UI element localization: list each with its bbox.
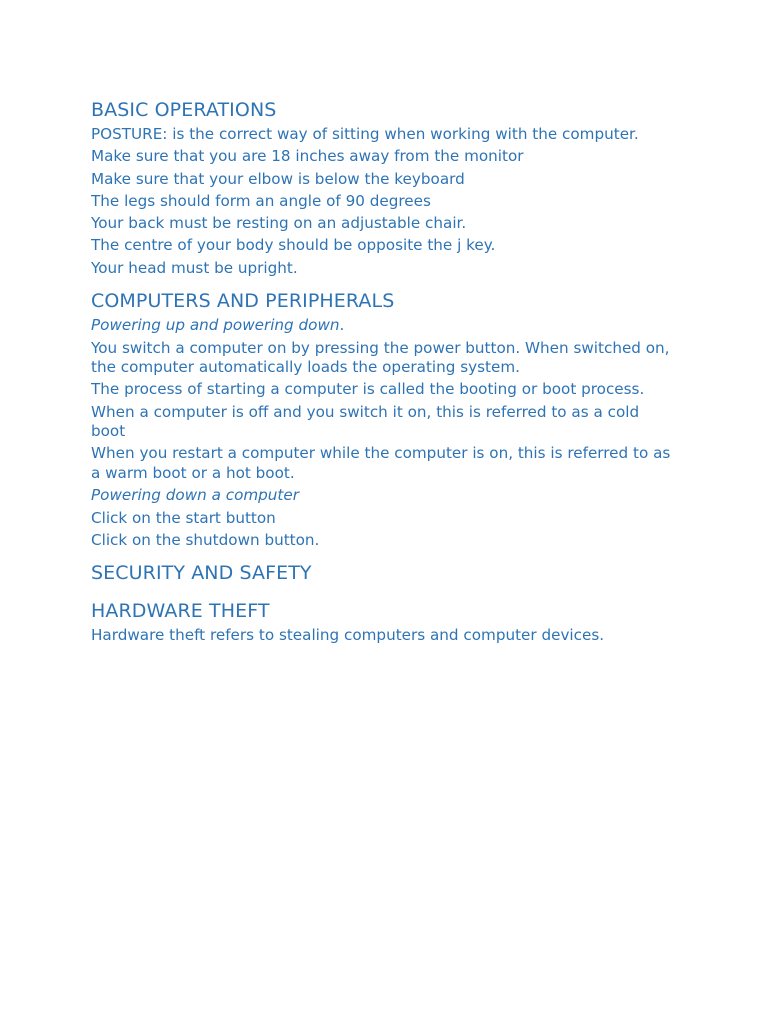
paragraph-cold-boot: When a computer is off and you switch it on, this is referred to as a cold boot — [91, 402, 640, 441]
heading-security-and-safety: SECURITY AND SAFETY — [91, 562, 312, 585]
paragraph-back: Your back must be resting on an adjustable chair. — [91, 214, 467, 233]
subheading-powering-down: Powering down a computer — [91, 486, 299, 505]
subheading-powering-up — [91, 316, 671, 336]
step-start-button: Click on the start button — [91, 508, 276, 527]
heading-basic-operations: BASIC OPERATIONS — [91, 99, 277, 121]
heading-computers-and-peripherals: COMPUTERS AND PERIPHERALS — [91, 290, 395, 313]
subheading-powering-up-suffix: . — [339, 316, 345, 335]
paragraph-elbow: Make sure that your elbow is below the keyboard — [91, 169, 465, 188]
paragraph-hardware-theft: Hardware theft refers to stealing computers and computer devices. — [91, 626, 605, 645]
paragraph-posture: POSTURE: is the correct way of sitting when working with the computer. — [91, 125, 639, 143]
heading-hardware-theft: HARDWARE THEFT — [91, 600, 270, 623]
paragraph-head: Your head must be upright. — [91, 258, 298, 277]
paragraph-centre: The centre of your body should be opposite the j key. — [91, 236, 496, 255]
step-shutdown-button: Click on the shutdown button. — [91, 530, 320, 549]
paragraph-booting: The process of starting a computer is called the booting or boot process. — [91, 380, 645, 399]
document-page — [91, 98, 671, 649]
paragraph-switch-on: You switch a computer on by pressing the power button. When switched on, the computer automatically loads the operating system. — [91, 338, 670, 377]
subheading-powering-up-text: Powering up and powering down — [91, 316, 340, 335]
paragraph-warm-boot: When you restart a computer while the computer is on, this is referred to as a warm boot or a hot boot. — [91, 444, 671, 482]
paragraph-distance: Make sure that you are 18 inches away from the monitor — [91, 147, 524, 166]
paragraph-legs: The legs should form an angle of 90 degrees — [91, 191, 431, 210]
